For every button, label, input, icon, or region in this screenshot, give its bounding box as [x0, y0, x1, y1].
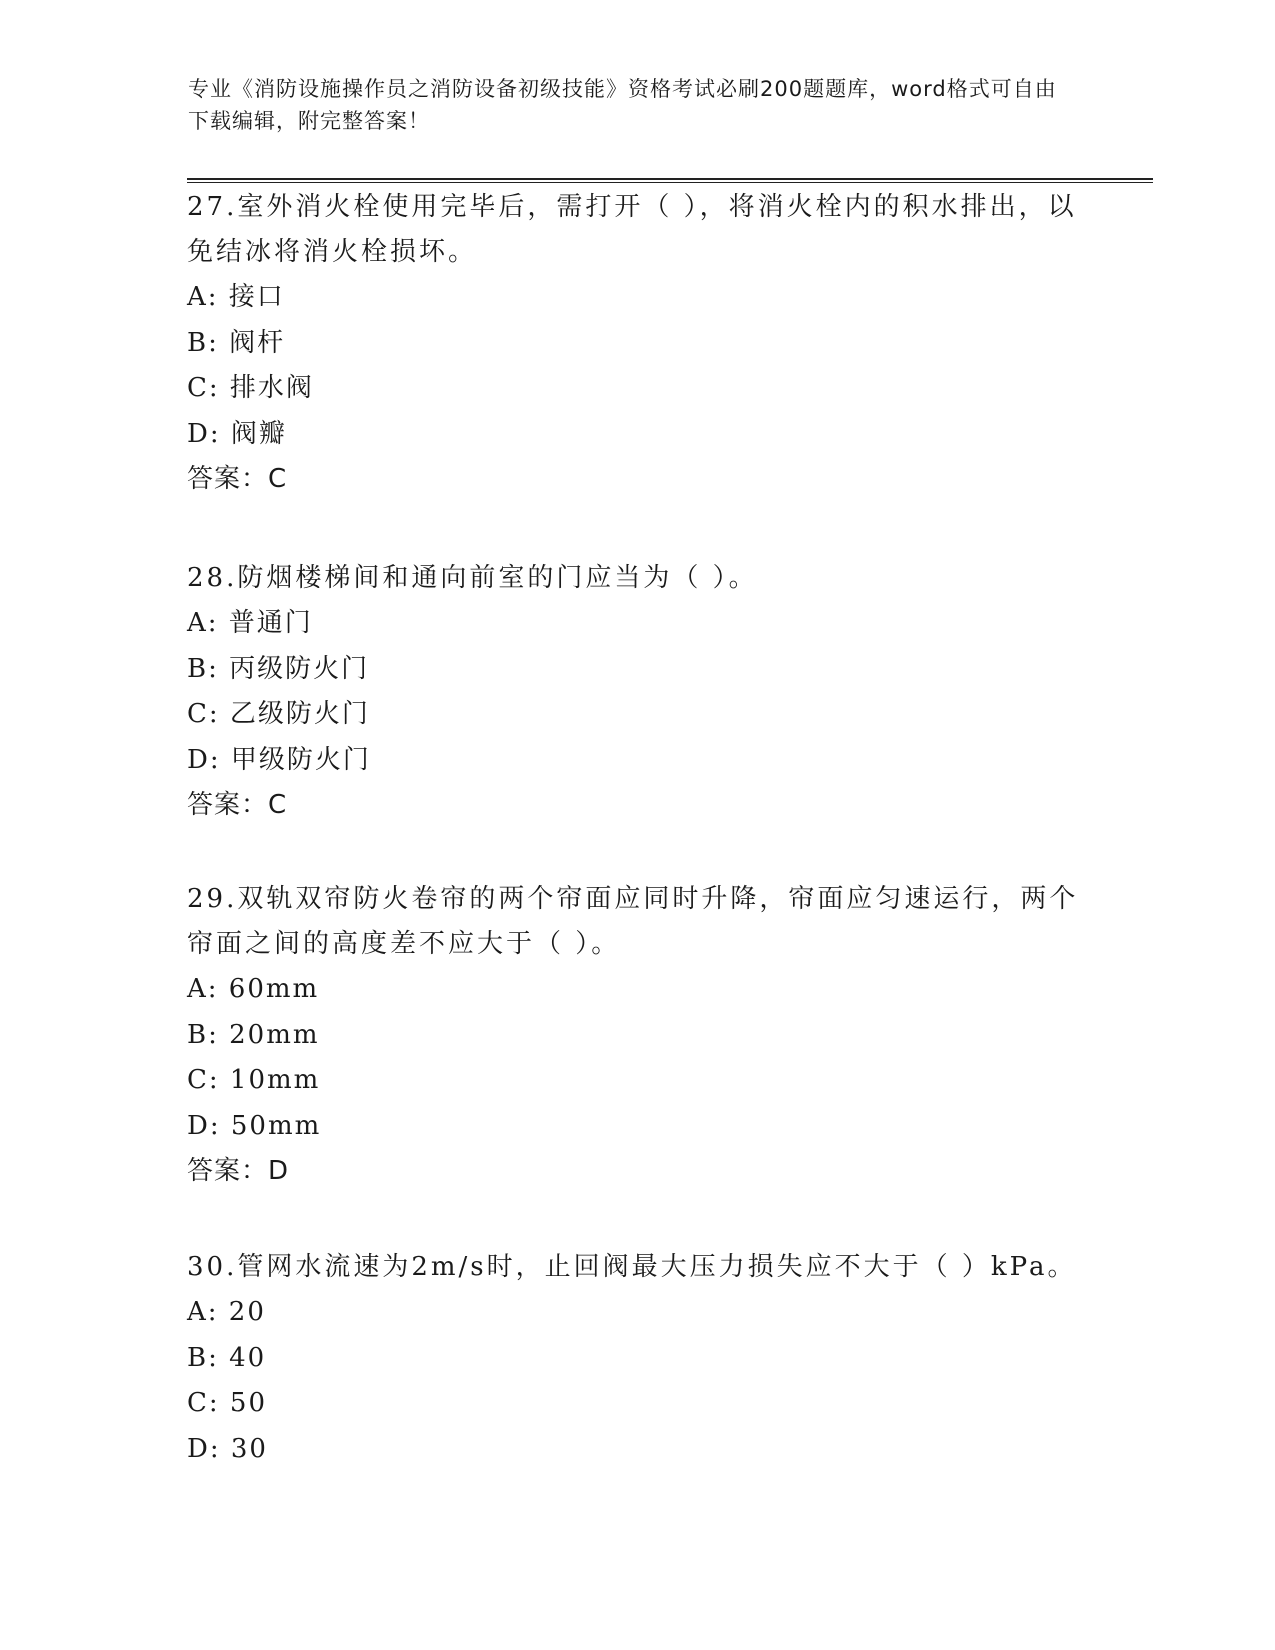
question-30 — [187, 1245, 1087, 1472]
question-29 — [187, 877, 1087, 1194]
header-divider — [187, 178, 1153, 180]
question-stem: 28.防烟楼梯间和通向前室的门应当为（ ）。 — [187, 563, 758, 593]
answer: 答案：C — [187, 464, 288, 494]
answer: 答案：C — [187, 790, 288, 820]
question-stem: 27.室外消火栓使用完毕后，需打开（ ），将消火栓内的积水排出，以免结冰将消火栓损坏。 — [187, 192, 1077, 267]
option-c: C: 10mm — [187, 1065, 321, 1095]
option-d: D: 30 — [187, 1433, 268, 1464]
option-b: B: 阀杆 — [187, 327, 286, 358]
question-stem: 29.双轨双帘防火卷帘的两个帘面应同时升降，帘面应匀速运行，两个帘面之间的高度差不应大于（ ）。 — [187, 884, 1079, 959]
option-c: C: 50 — [187, 1388, 268, 1418]
option-a: A: 接口 — [187, 282, 285, 312]
option-a: A: 普通门 — [187, 608, 313, 638]
option-a: A: 60mm — [187, 974, 320, 1004]
header-divider-thin — [187, 182, 1153, 183]
option-c: C: 乙级防火门 — [187, 699, 370, 729]
document-header: 专业《消防设施操作员之消防设备初级技能》资格考试必刷200题题库，word格式可自由下载编辑，附完整答案！ — [188, 77, 1057, 133]
option-a: A: 20 — [187, 1297, 266, 1327]
option-b: B: 丙级防火门 — [187, 653, 370, 684]
option-c: C: 排水阀 — [187, 373, 314, 403]
question-28 — [187, 556, 1087, 828]
option-d: D: 阀瓣 — [187, 418, 287, 449]
option-d: D: 50mm — [187, 1110, 322, 1141]
answer: 答案：D — [187, 1156, 290, 1186]
question-stem: 30.管网水流速为2m/s时，止回阀最大压力损失应不大于（ ）kPa。 — [187, 1252, 1077, 1282]
option-d: D: 甲级防火门 — [187, 744, 371, 775]
question-27 — [187, 185, 1087, 502]
option-b: B: 20mm — [187, 1019, 320, 1050]
option-b: B: 40 — [187, 1342, 267, 1373]
